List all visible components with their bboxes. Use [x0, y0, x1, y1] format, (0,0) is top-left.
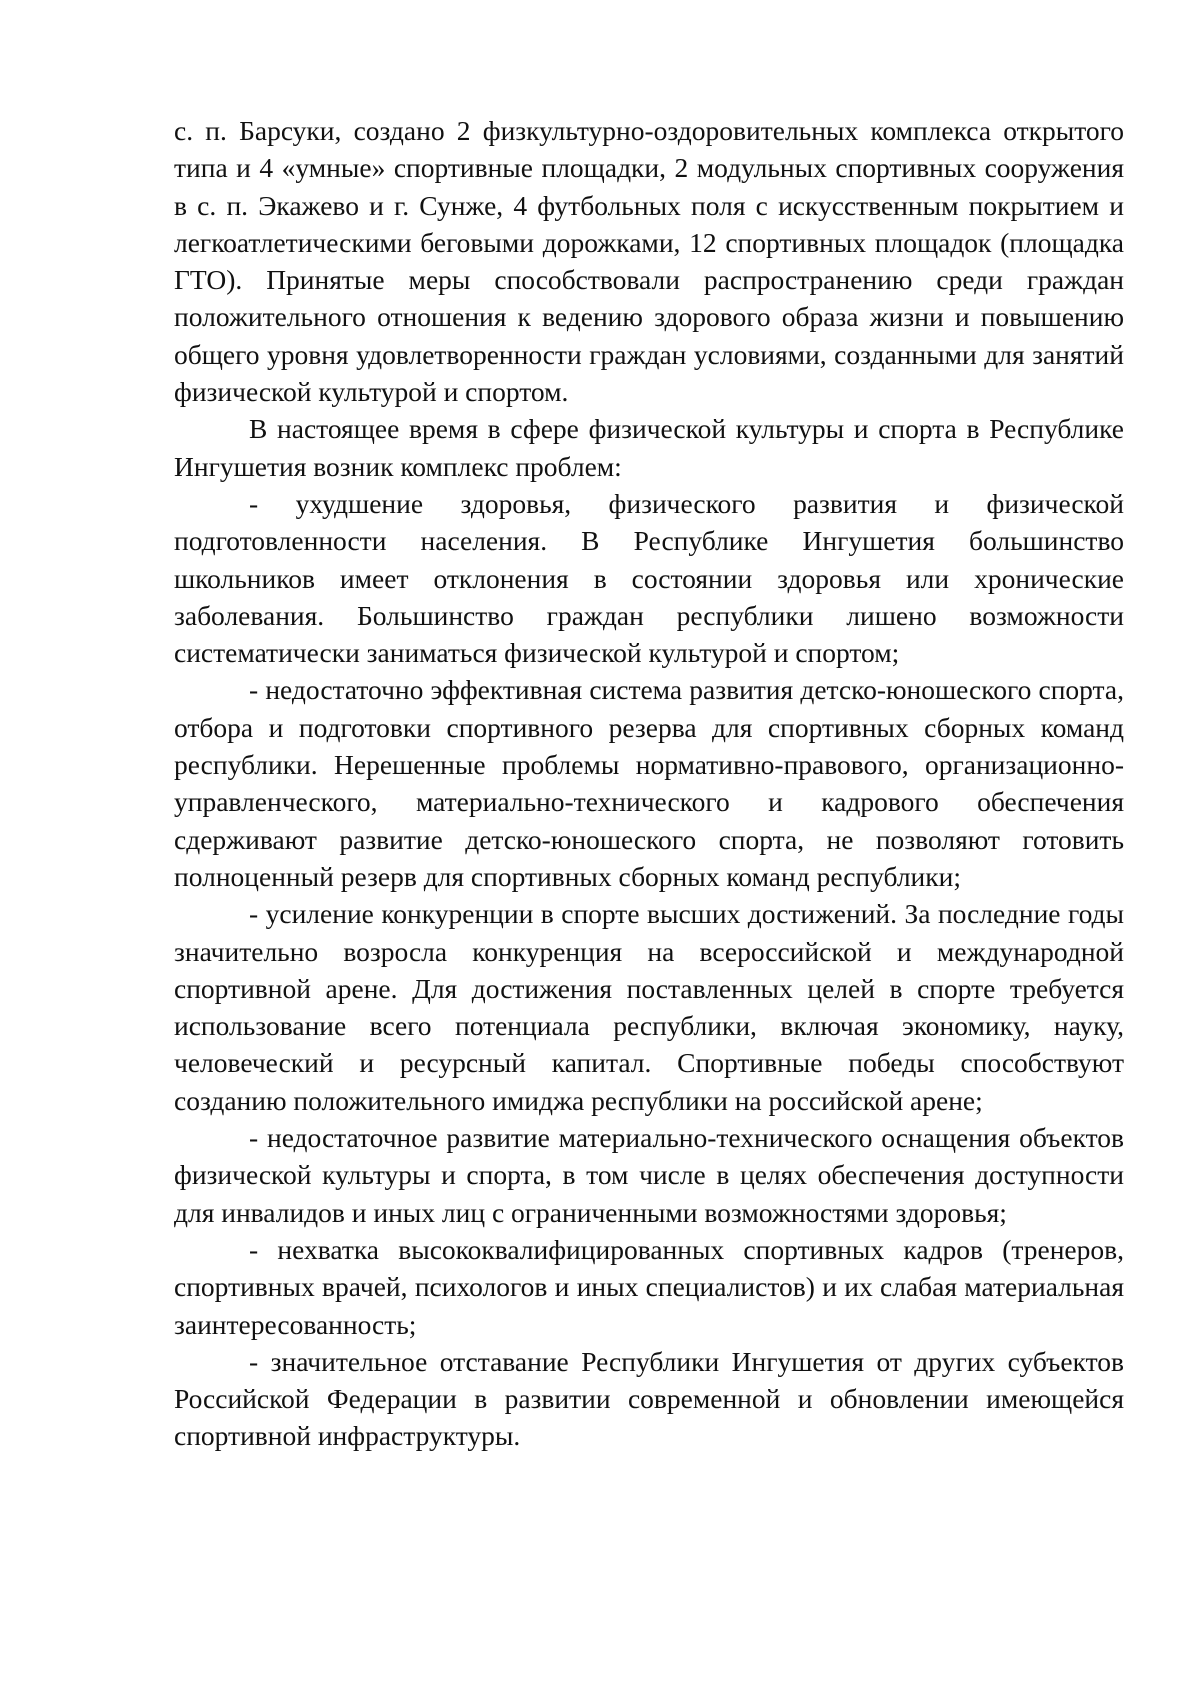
- list-item-staff-shortage: - нехватка высококвалифицированных спортивных кадров (тренеров, спортивных врачей, психологов и иных специалистов) и их слабая материальная заинтересованность;: [174, 1233, 1124, 1340]
- list-item-youth-sport-system: - недостаточно эффективная система развития детско-юношеского спорта, отбора и подготовки спортивного резерва для спортивных сборных команд республики. Нерешенные проблемы нормативно-правового, организационно-управленческого, материально-технического и кадрового обеспечения сдерживают развитие детско-юношеского спорта, не позволяют готовить полноценный резерв для спортивных сборных команд республики;: [174, 674, 1124, 892]
- list-item-equipment: - недостаточное развитие материально-технического оснащения объектов физической культуры и спорта, в том числе в целях обеспечения доступности для инвалидов и иных лиц с ограниченными возможностями здоровья;: [174, 1122, 1124, 1228]
- paragraph-problems-intro: В настоящее время в сфере физической культуры и спорта в Республике Ингушетия возник комплекс проблем:: [174, 413, 1124, 482]
- list-item-health-decline: - ухудшение здоровья, физического развития и физической подготовленности населения. В Республике Ингушетия большинство школьников имеет отклонения в состоянии здоровья или хронические заболевания. Большинство граждан республики лишено возможности систематически заниматься физической культурой и спортом;: [174, 487, 1124, 669]
- list-item-infrastructure-lag: - значительное отставание Республики Ингушетия от других субъектов Российской Федерации в развитии современной и обновлении имеющейся спортивной инфраструктуры.: [174, 1345, 1124, 1452]
- list-item-competition: - усиление конкуренции в спорте высших достижений. За последние годы значительно возросла конкуренция на всероссийской и международной спортивной арене. Для достижения поставленных целей в спорте требуется использование всего потенциала республики, включая экономику, науку, человеческий и ресурсный капитал. Спортивные победы способствуют созданию положительного имиджа республики на российской арене;: [174, 898, 1124, 1116]
- paragraph-sports-facilities: с. п. Барсуки, создано 2 физкультурно-оздоровительных комплекса открытого типа и 4 «умные» спортивные площадки, 2 модульных спортивных сооружения в с. п. Экажево и г. Сунже, 4 футбольных поля с искусственным покрытием и легкоатлетическими беговыми дорожками, 12 спортивных площадок (площадка ГТО). Принятые меры способствовали распространению среди граждан положительного отношения к ведению здорового образа жизни и повышению общего уровня удовлетворенности граждан условиями, созданными для занятий физической культурой и спортом.: [174, 115, 1124, 408]
- document-body: [174, 112, 1124, 1455]
